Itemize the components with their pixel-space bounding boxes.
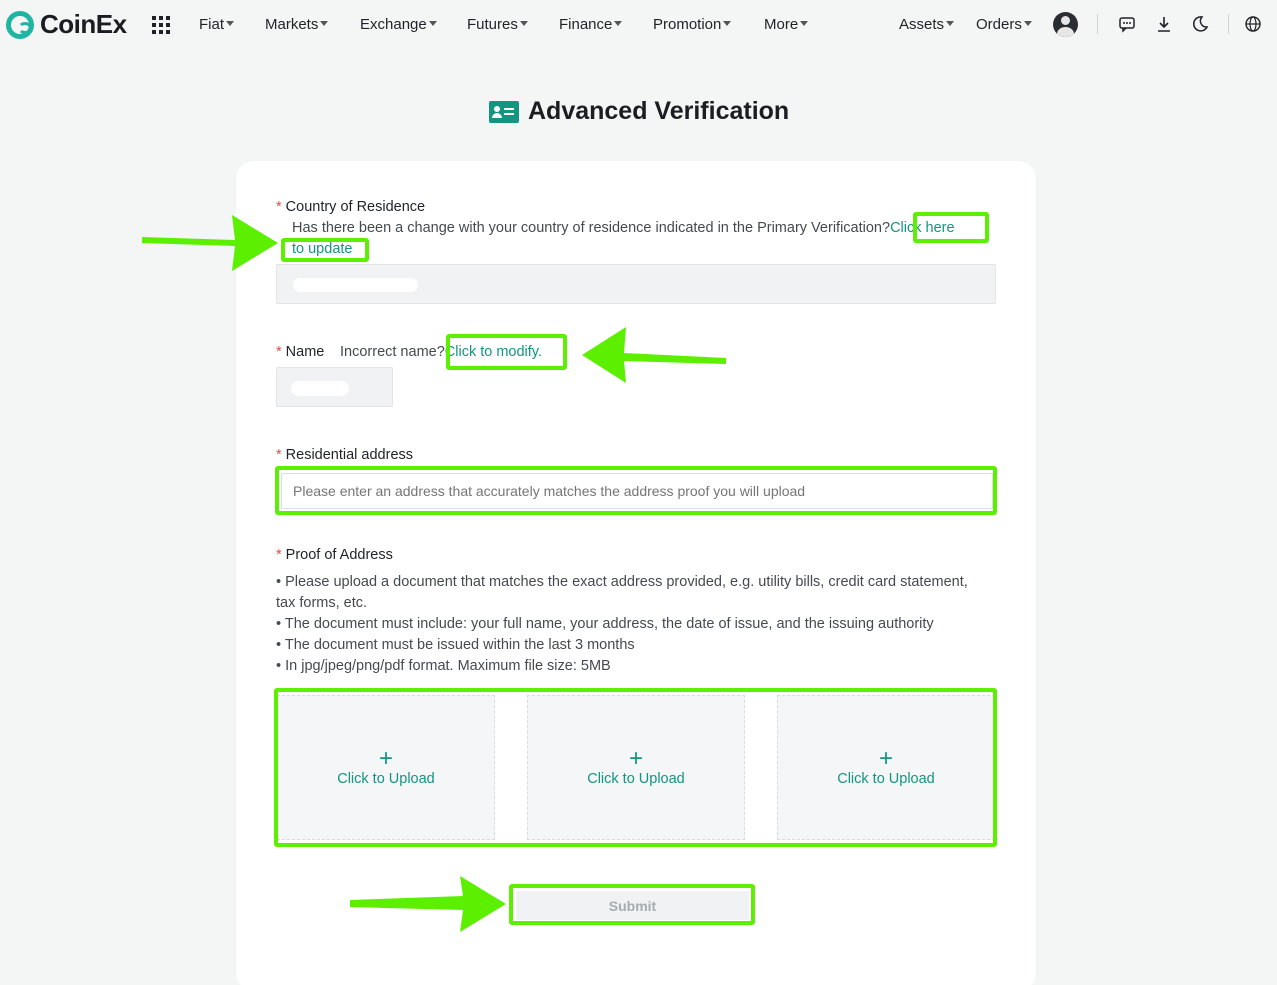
brand-name: CoinEx [40, 9, 127, 39]
upload-label: Click to Upload [587, 770, 685, 787]
chevron-down-icon [520, 21, 528, 26]
coinex-logo-icon [6, 11, 34, 39]
proof-requirements [276, 572, 981, 677]
nav-orders[interactable]: Orders [976, 16, 1032, 33]
globe-icon[interactable] [1244, 15, 1262, 33]
upload-slot-2[interactable] [527, 695, 745, 840]
plus-icon: + [378, 744, 393, 772]
redacted-value [291, 381, 349, 396]
chevron-down-icon [800, 21, 808, 26]
nav-more[interactable]: More [764, 16, 808, 33]
divider [1228, 14, 1229, 34]
chevron-down-icon [320, 21, 328, 26]
country-label: * Country of Residence [276, 199, 426, 215]
upload-label: Click to Upload [837, 770, 935, 787]
id-card-icon [489, 101, 519, 123]
plus-icon: + [878, 744, 893, 772]
submit-button[interactable]: Submit [516, 891, 749, 920]
address-input[interactable] [281, 473, 993, 509]
name-hint: Incorrect name?Click to modify. [340, 344, 543, 360]
coinex-logo[interactable] [6, 9, 127, 40]
requirement-item: • Please upload a document that matches the exact address provided, e.g. utility bills, credit card statement, tax forms, etc. [276, 574, 968, 611]
user-avatar-icon[interactable] [1053, 12, 1078, 37]
nav-futures[interactable]: Futures [467, 16, 528, 33]
modify-name-link[interactable]: Click to modify. [444, 344, 543, 360]
update-country-link[interactable]: Click here [890, 220, 955, 236]
proof-label: * Proof of Address [276, 547, 393, 563]
required-mark: * [276, 199, 282, 215]
upload-slot-1[interactable] [277, 695, 495, 840]
address-label: * Residential address [276, 447, 414, 463]
download-icon[interactable] [1155, 15, 1173, 33]
country-hint: Has there been a change with your country of residence indicated in the Primary Verification?Click here [292, 220, 955, 236]
nav-assets[interactable]: Assets [899, 16, 954, 33]
name-label: * Name [276, 344, 325, 360]
nav-markets[interactable]: Markets [265, 16, 328, 33]
nav-finance[interactable]: Finance [559, 16, 622, 33]
chevron-down-icon [226, 21, 234, 26]
country-field [276, 264, 996, 304]
page-title-text: Advanced Verification [528, 97, 790, 125]
requirement-item: • In jpg/jpeg/png/pdf format. Maximum file size: 5MB [276, 658, 611, 674]
chevron-down-icon [723, 21, 731, 26]
nav-exchange[interactable]: Exchange [360, 16, 437, 33]
requirement-item: • The document must be issued within the last 3 months [276, 637, 635, 653]
divider [1097, 14, 1098, 34]
chevron-down-icon [429, 21, 437, 26]
apps-grid-icon[interactable] [152, 16, 170, 34]
chevron-down-icon [1024, 21, 1032, 26]
chevron-down-icon [946, 21, 954, 26]
chat-icon[interactable] [1118, 15, 1136, 33]
moon-icon[interactable] [1191, 15, 1209, 33]
redacted-value [293, 278, 418, 292]
upload-label: Click to Upload [337, 770, 435, 787]
requirement-item: • The document must include: your full name, your address, the date of issue, and the issuing authority [276, 616, 934, 632]
update-country-link-line2[interactable]: to update [292, 241, 353, 257]
name-field [276, 367, 393, 407]
plus-icon: + [628, 744, 643, 772]
upload-slot-3[interactable] [777, 695, 995, 840]
nav-promotion[interactable]: Promotion [653, 16, 731, 33]
nav-fiat[interactable]: Fiat [199, 16, 234, 33]
chevron-down-icon [614, 21, 622, 26]
top-navigation [0, 0, 1277, 50]
page-title [489, 97, 789, 126]
